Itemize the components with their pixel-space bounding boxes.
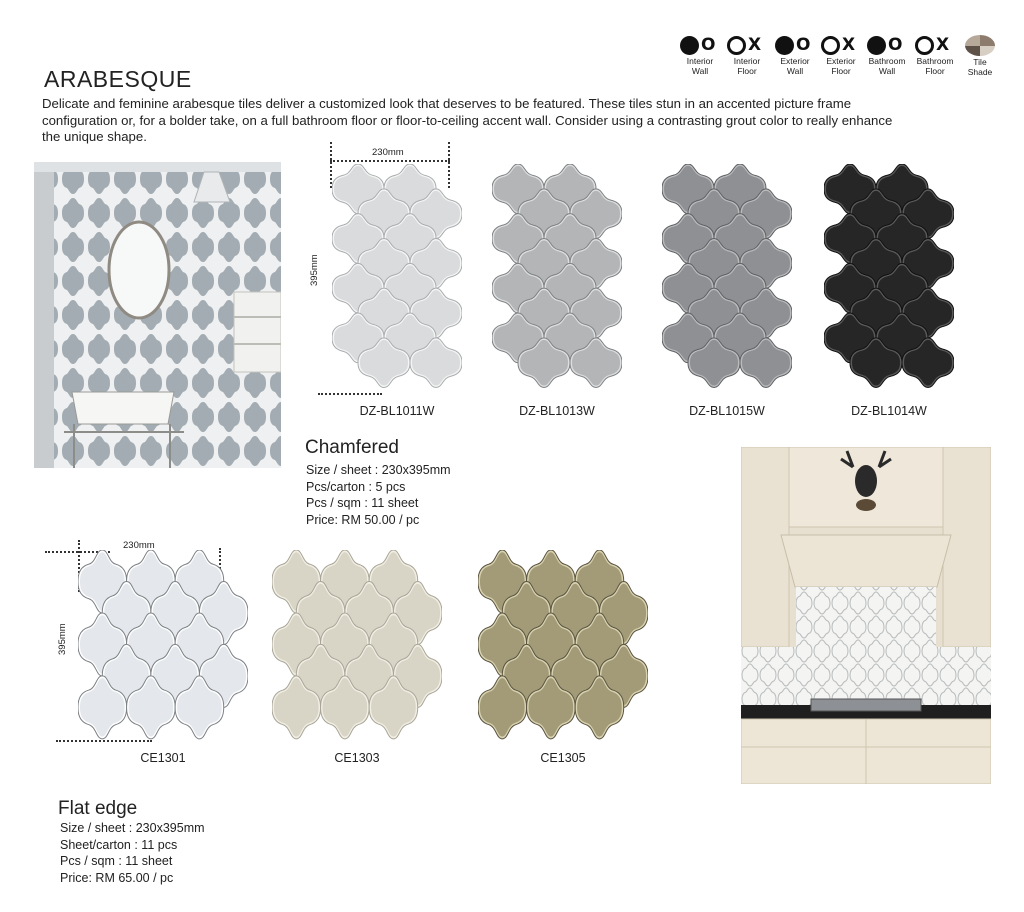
chamfered-tile-sheet <box>492 164 622 390</box>
flat-height-label: 395mm <box>57 623 68 655</box>
usage-label: Floor <box>737 66 757 76</box>
exterior-floor-icon <box>817 34 865 56</box>
chamfered-height-label: 395mm <box>309 254 320 286</box>
interior-floor-icon <box>723 34 771 56</box>
flat-spec-size: Size / sheet : 230x395mm <box>60 821 205 835</box>
usage-label: Wall <box>878 66 896 76</box>
usage-label: Tile <box>973 57 987 67</box>
chamfered-spec-sqm: Pcs / sqm : 11 sheet <box>306 496 419 510</box>
flat-tile-sheet <box>272 550 442 742</box>
flat-tile-code: CE1301 <box>140 751 186 765</box>
usage-label: Exterior <box>826 56 856 66</box>
usage-mark: X <box>748 35 762 55</box>
flat-tile-code: CE1305 <box>540 751 586 765</box>
usage-label: Floor <box>925 66 945 76</box>
usage-label: Bathroom <box>916 56 954 66</box>
flat-spec-price: Price: RM 65.00 / pc <box>60 870 174 885</box>
page-title: ARABESQUE <box>44 66 192 92</box>
flat-width-label: 230mm <box>123 540 155 551</box>
chamfered-tile-code: DZ-BL1014W <box>851 404 927 418</box>
interior-wall-icon <box>676 34 724 56</box>
usage-label: Interior <box>686 56 714 66</box>
flat-tile-sheet <box>78 550 248 742</box>
chamfered-width-line <box>330 160 450 162</box>
description: Delicate and feminine arabesque tiles deliver a customized look that deserves to be featured. These tiles stun in an accented picture frame configuration or, for a bolder take, on a full bathroom floor or floor-to-ceiling accent wall. Consider using a contrasting grout color to really enhance the unique shape. <box>42 96 893 144</box>
usage-label: Exterior <box>780 56 810 66</box>
chamfered-spec-carton: Pcs/carton : 5 pcs <box>306 479 406 494</box>
chamfered-tile-code: DZ-BL1013W <box>519 404 595 418</box>
bathroom-wall-icon <box>863 34 911 56</box>
kitchen-photo <box>741 447 991 784</box>
usage-label: Bathroom <box>868 56 906 66</box>
chamfered-height-line <box>318 393 382 395</box>
usage-label: Shade <box>967 67 993 77</box>
usage-label: Interior <box>733 56 761 66</box>
usage-icon-1 <box>723 34 771 76</box>
usage-label: Wall <box>691 66 709 76</box>
chamfered-heading: Chamfered <box>305 437 399 458</box>
usage-mark: X <box>936 35 950 55</box>
usage-mark: O <box>796 35 811 55</box>
bathroom-floor-icon <box>911 34 959 56</box>
usage-icon-0 <box>676 34 724 76</box>
flat-tile-sheet <box>478 550 648 742</box>
exterior-wall-icon <box>771 34 819 56</box>
chamfered-width-label: 230mm <box>372 147 404 158</box>
usage-mark: O <box>701 35 716 55</box>
chamfered-spec-price: Price: RM 50.00 / pc <box>306 512 420 527</box>
chamfered-tile-sheet <box>662 164 792 390</box>
usage-label: Wall <box>786 66 804 76</box>
usage-icon-6 <box>956 34 1004 77</box>
bathroom-photo <box>34 162 281 468</box>
flat-tile-code: CE1303 <box>334 751 380 765</box>
flat-specs <box>60 820 205 886</box>
usage-icon-5 <box>911 34 959 76</box>
usage-icon-2 <box>771 34 819 76</box>
chamfered-tile-code: DZ-BL1011W <box>359 404 435 418</box>
chamfered-tile-sheet <box>824 164 954 390</box>
usage-mark: O <box>888 35 903 55</box>
usage-icon-4 <box>863 34 911 76</box>
flat-spec-sqm: Pcs / sqm : 11 sheet <box>60 854 173 868</box>
flat-heading: Flat edge <box>58 798 138 819</box>
usage-mark: X <box>842 35 856 55</box>
chamfered-tile-code: DZ-BL1015W <box>689 404 765 418</box>
chamfered-spec-size: Size / sheet : 230x395mm <box>306 463 451 477</box>
chamfered-tile-sheet <box>332 164 462 390</box>
chamfered-specs <box>306 462 451 528</box>
usage-icon-3 <box>817 34 865 76</box>
tile-shade-icon <box>956 35 1004 57</box>
usage-label: Floor <box>831 66 851 76</box>
flat-spec-carton: Sheet/carton : 11 pcs <box>60 837 178 852</box>
